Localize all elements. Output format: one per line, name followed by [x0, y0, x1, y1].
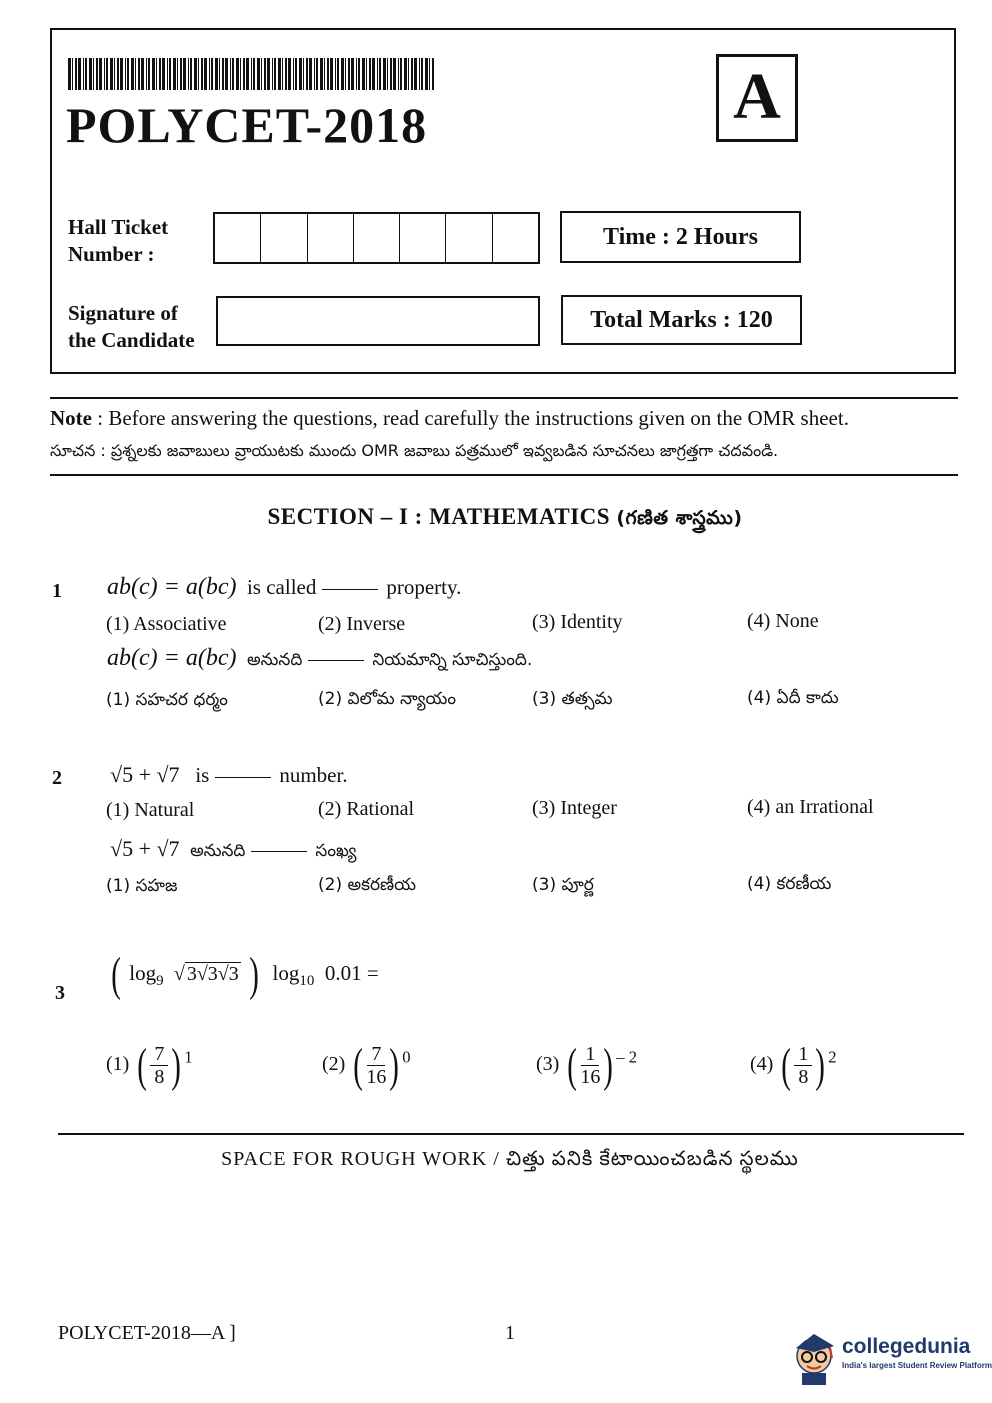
- q3-radical: 3√3√3: [186, 962, 239, 985]
- option-label: (2): [322, 1053, 346, 1076]
- section-title-text: SECTION – I : MATHEMATICS: [267, 504, 611, 529]
- note-bottom-rule: [50, 474, 958, 476]
- signature-field[interactable]: [216, 296, 540, 346]
- question-number: 3: [55, 982, 65, 1004]
- q2-telugu-after: సంఖ్య: [315, 841, 357, 861]
- note: [50, 406, 960, 431]
- fraction-exponent: 0: [402, 1047, 411, 1067]
- option-label: (1): [106, 1053, 130, 1076]
- option[interactable]: (3) Integer: [532, 797, 617, 819]
- q3-log-base: 9: [156, 973, 164, 989]
- total-marks-box: Total Marks : 120: [561, 295, 802, 345]
- option-telugu[interactable]: (4) కరణీయ: [747, 874, 832, 894]
- option[interactable]: (3) Identity: [532, 611, 623, 633]
- hall-ticket-label-line1: Hall Ticket: [68, 215, 169, 239]
- hall-ticket-label: [68, 214, 168, 268]
- option[interactable]: (4) an Irrational: [747, 796, 874, 818]
- q1-telugu-after: నియమాన్ని సూచిస్తుంది.: [372, 650, 533, 670]
- option[interactable]: (4) None: [747, 610, 819, 632]
- q1-expression: ab(c) = a(bc): [107, 574, 237, 600]
- signature-label-line1: Signature of: [68, 301, 178, 325]
- note-telugu: సూచన : ప్రశ్నలకు జవాబులు వ్రాయుటకు ముందు OMR జవాబు పత్రములో ఇవ్వబడిన సూచనలు జాగ్రత్తగా చదవండి.: [50, 441, 779, 460]
- fraction-exponent: 2: [828, 1047, 837, 1067]
- fraction-numerator: 7: [367, 1043, 385, 1066]
- option[interactable]: (1) ( $\frac{7}{8}$ ) $^1$: [106, 1038, 193, 1092]
- option[interactable]: (1) Natural: [106, 799, 195, 821]
- set-code: A: [716, 54, 798, 142]
- signature-label: [68, 300, 195, 354]
- question-1-telugu: [107, 645, 532, 674]
- option[interactable]: (2) ( $\frac{7}{16}$ ) $^0$: [322, 1038, 411, 1092]
- section-title-telugu: (గణిత శాస్త్రము): [616, 507, 743, 529]
- q2-expression: √5 + √7: [110, 762, 180, 787]
- question-3-text: ( $\log_9$ √ 3√3√3 ) $\log_{10} 0.01$ =: [111, 948, 379, 1001]
- exam-title: POLYCET-2018: [66, 97, 428, 153]
- q1-text-after: property.: [386, 575, 462, 599]
- q2-expression-telugu: √5 + √7: [110, 836, 180, 861]
- collegedunia-mascot-icon: [792, 1326, 838, 1386]
- q3-log2: log: [272, 960, 300, 985]
- brand-name: collegedunia: [842, 1335, 971, 1358]
- option-telugu[interactable]: (3) పూర్ణ: [532, 875, 594, 895]
- option[interactable]: (2) Inverse: [318, 613, 406, 635]
- fraction-denominator: 16: [366, 1066, 387, 1088]
- q1-telugu-before: అనునది: [246, 650, 303, 670]
- option[interactable]: (4) ( $\frac{1}{8}$ ) $^2$: [750, 1038, 837, 1092]
- fraction-numerator: 1: [794, 1043, 812, 1066]
- hall-ticket-grid[interactable]: [213, 212, 540, 264]
- fraction-denominator: 8: [154, 1066, 165, 1088]
- note-label: Note: [50, 406, 92, 430]
- q1-expression-telugu: ab(c) = a(bc): [107, 645, 237, 671]
- rough-work-label: SPACE FOR ROUGH WORK / చిత్తు పనికి కేటాయించబడిన స్థలము: [221, 1148, 799, 1170]
- option-telugu[interactable]: (1) సహజ: [106, 876, 178, 896]
- option-telugu[interactable]: (1) సహచర ధర్మం: [106, 690, 228, 710]
- section-title: [0, 504, 992, 534]
- option-label: (3): [536, 1053, 560, 1076]
- fraction-numerator: 7: [150, 1043, 168, 1066]
- q3-log2-base: 10: [299, 973, 315, 989]
- option[interactable]: (1) Associative: [106, 613, 227, 635]
- option-telugu[interactable]: (4) ఏదీ కాదు: [747, 688, 839, 708]
- signature-label-line2: the Candidate: [68, 328, 195, 352]
- option[interactable]: (2) Rational: [318, 798, 415, 820]
- page-number: 1: [505, 1322, 515, 1344]
- option-label: (4): [750, 1053, 774, 1076]
- fraction-exponent: – 2: [616, 1047, 638, 1067]
- question-2-text: [110, 762, 348, 788]
- hall-ticket-label-line2: Number :: [68, 242, 155, 266]
- fraction-denominator: 16: [580, 1066, 601, 1088]
- q2-text-before: is: [195, 763, 210, 787]
- option[interactable]: (3) ( $\frac{1}{16}$ ) $^{- 2}$: [536, 1038, 638, 1092]
- option-telugu[interactable]: (2) అకరణీయ: [318, 875, 416, 895]
- q3-log: log: [129, 960, 157, 985]
- footer-code: POLYCET-2018—A ]: [58, 1322, 236, 1344]
- option-telugu[interactable]: (3) తత్సమ: [532, 689, 613, 709]
- fraction-denominator: 8: [798, 1066, 809, 1088]
- q2-text-after: number.: [279, 763, 348, 787]
- question-number: 1: [52, 580, 62, 602]
- barcode: [68, 58, 434, 90]
- question-1-text: [107, 574, 461, 601]
- note-text: : Before answering the questions, read carefully the instructions given on the OMR sheet.: [91, 406, 849, 430]
- question-2-telugu: [110, 836, 356, 865]
- rough-work-rule: [58, 1133, 964, 1135]
- fraction-exponent: 1: [184, 1047, 193, 1067]
- time-box: Time : 2 Hours: [560, 211, 801, 263]
- option-telugu[interactable]: (2) విలోమ న్యాయం: [318, 689, 456, 709]
- q3-tail: 0.01 =: [324, 960, 379, 985]
- fraction-numerator: 1: [581, 1043, 599, 1066]
- q1-text-before: is called: [246, 575, 317, 599]
- note-top-rule: [50, 397, 958, 399]
- brand-tagline: India's largest Student Review Platform: [842, 1361, 992, 1370]
- question-number: 2: [52, 767, 62, 789]
- q2-telugu-before: అనునది: [190, 841, 246, 861]
